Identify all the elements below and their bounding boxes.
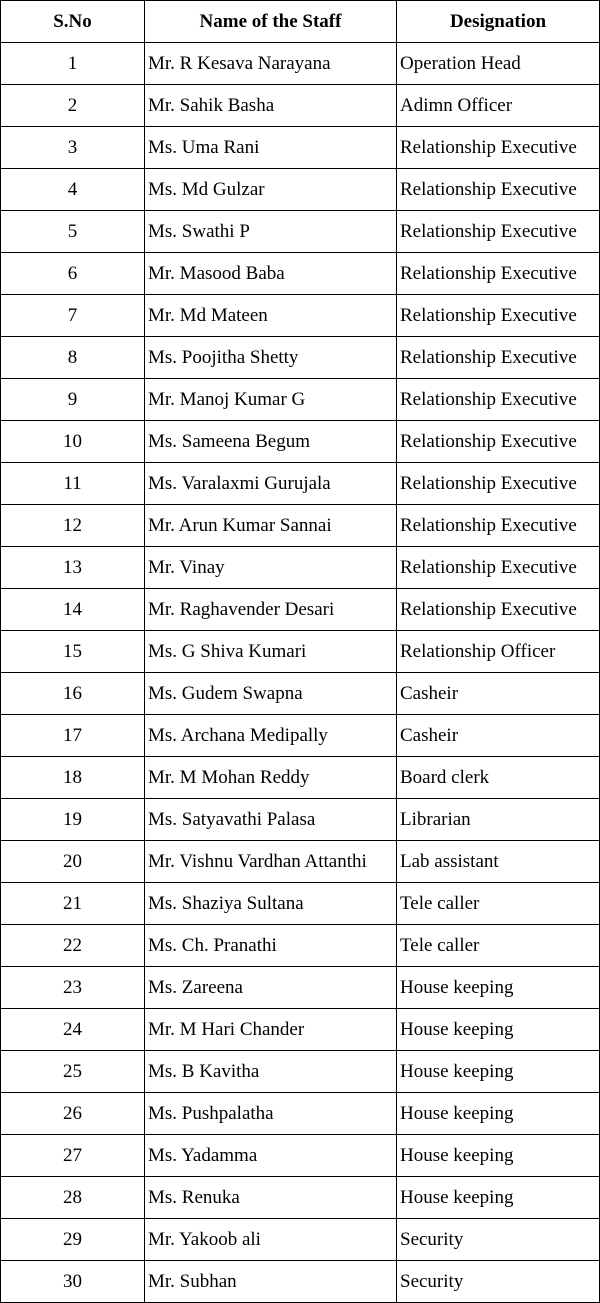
cell-designation: Relationship Executive bbox=[397, 379, 600, 421]
cell-designation: Relationship Executive bbox=[397, 337, 600, 379]
table-row bbox=[1, 1093, 600, 1135]
cell-sno: 10 bbox=[1, 421, 145, 463]
cell-designation: House keeping bbox=[397, 1177, 600, 1219]
cell-name: Ms. Sameena Begum bbox=[145, 421, 397, 463]
cell-name: Ms. Ch. Pranathi bbox=[145, 925, 397, 967]
cell-name: Ms. Pushpalatha bbox=[145, 1093, 397, 1135]
cell-designation: Adimn Officer bbox=[397, 85, 600, 127]
cell-sno: 12 bbox=[1, 505, 145, 547]
cell-sno: 4 bbox=[1, 169, 145, 211]
cell-sno: 24 bbox=[1, 1009, 145, 1051]
cell-sno: 20 bbox=[1, 841, 145, 883]
cell-sno: 15 bbox=[1, 631, 145, 673]
table-row bbox=[1, 883, 600, 925]
cell-sno: 18 bbox=[1, 757, 145, 799]
cell-sno: 28 bbox=[1, 1177, 145, 1219]
cell-sno: 1 bbox=[1, 43, 145, 85]
table-row bbox=[1, 1177, 600, 1219]
cell-designation: Relationship Executive bbox=[397, 295, 600, 337]
table-row bbox=[1, 379, 600, 421]
table-row bbox=[1, 1051, 600, 1093]
cell-sno: 29 bbox=[1, 1219, 145, 1261]
table-row bbox=[1, 673, 600, 715]
table-row bbox=[1, 337, 600, 379]
cell-name: Ms. Uma Rani bbox=[145, 127, 397, 169]
table-row bbox=[1, 925, 600, 967]
cell-sno: 27 bbox=[1, 1135, 145, 1177]
cell-name: Mr. Subhan bbox=[145, 1261, 397, 1303]
cell-designation: House keeping bbox=[397, 1135, 600, 1177]
cell-sno: 22 bbox=[1, 925, 145, 967]
cell-name: Mr. R Kesava Narayana bbox=[145, 43, 397, 85]
cell-sno: 2 bbox=[1, 85, 145, 127]
table-row bbox=[1, 169, 600, 211]
cell-designation: Relationship Executive bbox=[397, 421, 600, 463]
cell-designation: Relationship Executive bbox=[397, 127, 600, 169]
cell-name: Mr. Masood Baba bbox=[145, 253, 397, 295]
table-row bbox=[1, 1135, 600, 1177]
header-row bbox=[1, 1, 600, 43]
cell-sno: 7 bbox=[1, 295, 145, 337]
cell-sno: 26 bbox=[1, 1093, 145, 1135]
table-row bbox=[1, 211, 600, 253]
cell-designation: House keeping bbox=[397, 1009, 600, 1051]
cell-designation: Tele caller bbox=[397, 883, 600, 925]
cell-designation: Relationship Executive bbox=[397, 547, 600, 589]
table-row bbox=[1, 1261, 600, 1303]
table-row bbox=[1, 253, 600, 295]
cell-sno: 14 bbox=[1, 589, 145, 631]
cell-sno: 5 bbox=[1, 211, 145, 253]
table-header bbox=[1, 1, 600, 43]
table-row bbox=[1, 589, 600, 631]
table-row bbox=[1, 505, 600, 547]
table-body bbox=[1, 43, 600, 1303]
cell-designation: House keeping bbox=[397, 1051, 600, 1093]
header-sno: S.No bbox=[1, 1, 145, 43]
cell-designation: Relationship Executive bbox=[397, 589, 600, 631]
cell-name: Mr. Md Mateen bbox=[145, 295, 397, 337]
table-row bbox=[1, 967, 600, 1009]
header-designation: Designation bbox=[397, 1, 600, 43]
cell-sno: 13 bbox=[1, 547, 145, 589]
cell-sno: 25 bbox=[1, 1051, 145, 1093]
cell-name: Mr. Sahik Basha bbox=[145, 85, 397, 127]
cell-designation: Relationship Executive bbox=[397, 169, 600, 211]
cell-sno: 30 bbox=[1, 1261, 145, 1303]
cell-sno: 6 bbox=[1, 253, 145, 295]
cell-designation: Relationship Executive bbox=[397, 211, 600, 253]
cell-sno: 11 bbox=[1, 463, 145, 505]
table-row bbox=[1, 799, 600, 841]
cell-name: Mr. Yakoob ali bbox=[145, 1219, 397, 1261]
cell-designation: Relationship Executive bbox=[397, 505, 600, 547]
cell-sno: 16 bbox=[1, 673, 145, 715]
table-row bbox=[1, 421, 600, 463]
cell-name: Ms. Gudem Swapna bbox=[145, 673, 397, 715]
cell-designation: Relationship Executive bbox=[397, 253, 600, 295]
cell-name: Ms. Satyavathi Palasa bbox=[145, 799, 397, 841]
cell-sno: 21 bbox=[1, 883, 145, 925]
cell-name: Ms. Shaziya Sultana bbox=[145, 883, 397, 925]
header-name: Name of the Staff bbox=[145, 1, 397, 43]
table-row bbox=[1, 841, 600, 883]
cell-name: Ms. Zareena bbox=[145, 967, 397, 1009]
cell-name: Ms. B Kavitha bbox=[145, 1051, 397, 1093]
cell-name: Ms. Swathi P bbox=[145, 211, 397, 253]
cell-name: Ms. Yadamma bbox=[145, 1135, 397, 1177]
cell-sno: 17 bbox=[1, 715, 145, 757]
cell-name: Ms. Archana Medipally bbox=[145, 715, 397, 757]
cell-designation: Board clerk bbox=[397, 757, 600, 799]
cell-sno: 19 bbox=[1, 799, 145, 841]
cell-name: Ms. Md Gulzar bbox=[145, 169, 397, 211]
table-row bbox=[1, 295, 600, 337]
cell-name: Mr. Arun Kumar Sannai bbox=[145, 505, 397, 547]
cell-sno: 23 bbox=[1, 967, 145, 1009]
cell-sno: 3 bbox=[1, 127, 145, 169]
cell-name: Mr. M Hari Chander bbox=[145, 1009, 397, 1051]
cell-name: Ms. G Shiva Kumari bbox=[145, 631, 397, 673]
cell-name: Ms. Renuka bbox=[145, 1177, 397, 1219]
cell-designation: Tele caller bbox=[397, 925, 600, 967]
cell-sno: 8 bbox=[1, 337, 145, 379]
table-row bbox=[1, 631, 600, 673]
cell-name: Mr. Manoj Kumar G bbox=[145, 379, 397, 421]
cell-designation: Operation Head bbox=[397, 43, 600, 85]
cell-name: Ms. Varalaxmi Gurujala bbox=[145, 463, 397, 505]
table-row bbox=[1, 715, 600, 757]
table-row bbox=[1, 85, 600, 127]
cell-name: Mr. Vinay bbox=[145, 547, 397, 589]
cell-designation: Casheir bbox=[397, 715, 600, 757]
table-row bbox=[1, 463, 600, 505]
table-row bbox=[1, 43, 600, 85]
cell-designation: Librarian bbox=[397, 799, 600, 841]
cell-name: Mr. Raghavender Desari bbox=[145, 589, 397, 631]
cell-sno: 9 bbox=[1, 379, 145, 421]
table-row bbox=[1, 127, 600, 169]
cell-name: Mr. M Mohan Reddy bbox=[145, 757, 397, 799]
table-row bbox=[1, 547, 600, 589]
table-row bbox=[1, 757, 600, 799]
cell-designation: Lab assistant bbox=[397, 841, 600, 883]
cell-designation: Relationship Executive bbox=[397, 463, 600, 505]
cell-name: Ms. Poojitha Shetty bbox=[145, 337, 397, 379]
cell-designation: Security bbox=[397, 1261, 600, 1303]
cell-designation: Casheir bbox=[397, 673, 600, 715]
table-row bbox=[1, 1009, 600, 1051]
cell-designation: Relationship Officer bbox=[397, 631, 600, 673]
cell-name: Mr. Vishnu Vardhan Attanthi bbox=[145, 841, 397, 883]
table-row bbox=[1, 1219, 600, 1261]
cell-designation: House keeping bbox=[397, 967, 600, 1009]
cell-designation: House keeping bbox=[397, 1093, 600, 1135]
cell-designation: Security bbox=[397, 1219, 600, 1261]
